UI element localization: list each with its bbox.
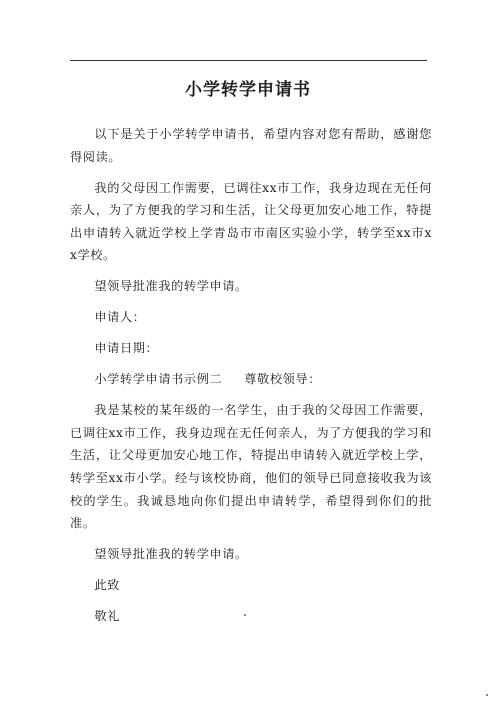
request-paragraph: 望领导批准我的转学申请。 (94, 279, 248, 294)
sample-body-paragraph: 我是某校的某年级的一名学生，由于我的父母因工作需要，已调往xx市工作，我身边现在无任何亲人，为了方便我的学习和生活，让父母更加安心地工作，特提出申请转入就近学校上学，转学至xx市小学。经与该校协商，他们的领导已同意接收我为该校的学生。我诚恳地向你们提出申请转学，希望得到你们的批准。 (70, 403, 432, 531)
corner-dot (486, 694, 488, 696)
reason-paragraph: 我的父母因工作需要，已调往xx市工作，我身边现在无任何亲人，为了方便我的学习和生活，让父母更加安心地工作，特提出申请转入就近学校上学青岛市市南区实验小学，转学至xx市xx学校。 (70, 180, 432, 263)
top-rule (70, 60, 427, 61)
sample-request-paragraph: 望领导批准我的转学申请。 (94, 547, 248, 562)
intro-paragraph: 以下是关于小学转学申请书，希望内容对您有帮助，感谢您得阅读。 (70, 127, 432, 164)
sample-salutation: 尊敬校领导： (244, 372, 321, 387)
sample-heading: 小学转学申请书示例二 (94, 372, 223, 387)
sample-heading-line (70, 368, 432, 391)
closing-cizhi: 此致 (94, 578, 120, 593)
closing-jingli: 敬礼 (94, 609, 120, 624)
page-title: 小学转学申请书 (185, 80, 311, 100)
applicant-line: 申请人： (94, 310, 146, 325)
document-body (70, 123, 432, 636)
date-line: 申请日期： (94, 341, 159, 356)
footer-dot (244, 614, 246, 616)
